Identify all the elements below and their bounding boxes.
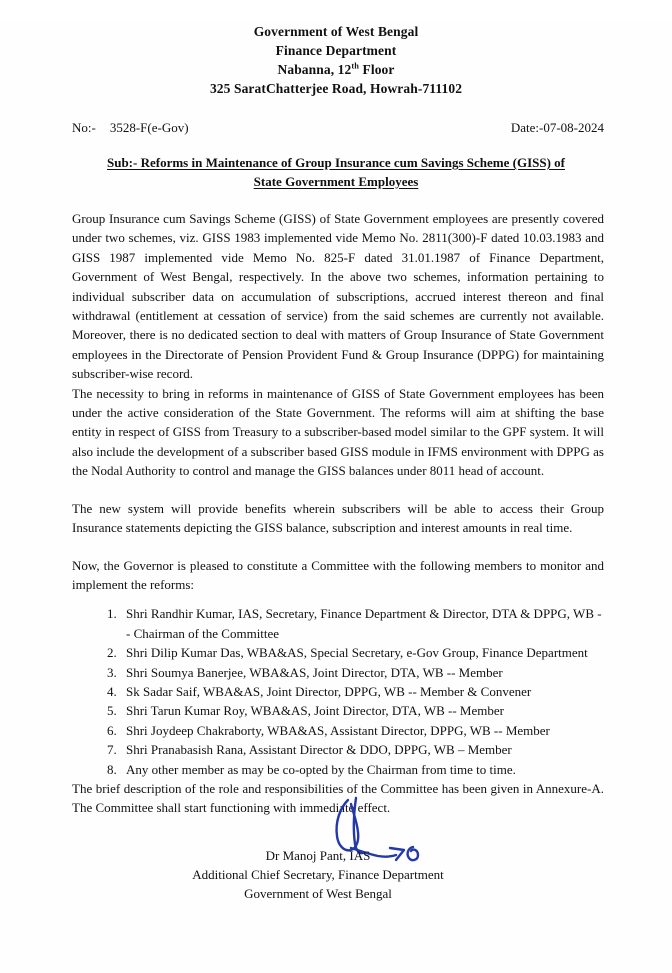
letterhead-department: Finance Department <box>275 43 397 58</box>
list-item: 8. Any other member as may be co-opted by the Chairman from time to time. <box>120 760 604 779</box>
paragraph-annexure-closing: The brief description of the role and responsibilities of the Committee has been given in Annexure-A. The Committee shall start functioning with immediate effect. <box>72 780 604 816</box>
letterhead-government: Government of West Bengal <box>253 24 419 39</box>
list-item: 5. Shri Tarun Kumar Roy, WBA&AS, Joint Director, DTA, WB -- Member <box>120 701 604 720</box>
letterhead-floor-ordinal: th <box>351 61 360 71</box>
memo-meta-row <box>0 120 672 136</box>
signatory-designation: Additional Chief Secretary, Finance Department <box>192 866 444 882</box>
memo-number-value: 3528-F(e-Gov) <box>109 120 189 135</box>
memo-date: Date:-07-08-2024 <box>510 120 604 135</box>
paragraph-benefits: The new system will provide benefits wherein subscribers will be able to access their Group Insurance statements depicting the GISS balance, subscription and interest amounts in real time. <box>72 500 604 536</box>
list-item: 2. Shri Dilip Kumar Das, WBA&AS, Special Secretary, e-Gov Group, Finance Department <box>120 643 604 662</box>
letterhead-floor-suffix: Floor <box>359 62 395 77</box>
list-item: 6. Shri Joydeep Chakraborty, WBA&AS, Assistant Director, DPPG, WB -- Member <box>120 721 604 740</box>
letterhead <box>0 22 672 98</box>
document-body <box>0 209 672 903</box>
letterhead-street-address: 325 SaratChatterjee Road, Howrah-711102 <box>209 81 463 96</box>
memo-number-group <box>72 120 189 136</box>
letterhead-address-floor <box>0 60 672 79</box>
document-page <box>0 22 672 973</box>
signature-block <box>72 846 604 903</box>
paragraph-committee-intro: Now, the Governor is pleased to constitute a Committee with the following members to monitor and implement the reforms: <box>72 557 604 592</box>
letterhead-floor-prefix: Nabanna, 12 <box>277 62 352 77</box>
subject-line-1: Sub:- Reforms in Maintenance of Group Insurance cum Savings Scheme (GISS) of <box>106 155 566 170</box>
signatory-name: Dr Manoj Pant, IAS <box>265 847 371 863</box>
list-item: 4. Sk Sadar Saif, WBA&AS, Joint Director, DPPG, WB -- Member & Convener <box>120 682 604 701</box>
list-item: 3. Shri Soumya Banerjee, WBA&AS, Joint Director, DTA, WB -- Member <box>120 663 604 682</box>
paragraph-background: Group Insurance cum Savings Scheme (GISS) of State Government employees are presently covered under two schemes, viz. GISS 1983 implemented vide Memo No. 2811(300)-F dated 10.03.1983 and GISS 1987 implemented vide Memo No. 825-F dated 31.01.1987 of Finance Department, Government of West Bengal, respectively. In the above two schemes, information pertaining to individual subscriber data on accumulation of subscriptions, accrued interest thereon and final withdrawal (entitlement at cessation of service) from the said schemes are currently not available. Moreover, there is no dedicated section to deal with matters of Group Insurance of State Government employees in the Directorate of Pension Provident Fund & Group Insurance (DPPG) for maintaining subscriber-wise record. <box>72 211 604 382</box>
memo-number-label: No:- <box>72 120 96 135</box>
committee-member-list <box>72 604 604 779</box>
list-item: 1. Shri Randhir Kumar, IAS, Secretary, Finance Department & Director, DTA & DPPG, WB -- Chairman of the Committee <box>120 604 604 643</box>
list-item: 7. Shri Pranabasish Rana, Assistant Director & DDO, DPPG, WB – Member <box>120 740 604 759</box>
subject-heading <box>0 153 672 191</box>
paragraph-necessity: The necessity to bring in reforms in maintenance of GISS of State Government employees has been under the active consideration of the State Government. The reforms will aim at shifting the base entity in respect of GISS from Treasury to a subscriber-based model similar to the GPF system. It will also include the development of a subscriber based GISS module in IFMS environment with DPPG as the Nodal Authority to control and manage the GISS balances under 8011 head of account. <box>72 385 604 479</box>
signatory-organisation: Government of West Bengal <box>244 885 392 901</box>
subject-line-2: State Government Employees <box>253 174 419 189</box>
